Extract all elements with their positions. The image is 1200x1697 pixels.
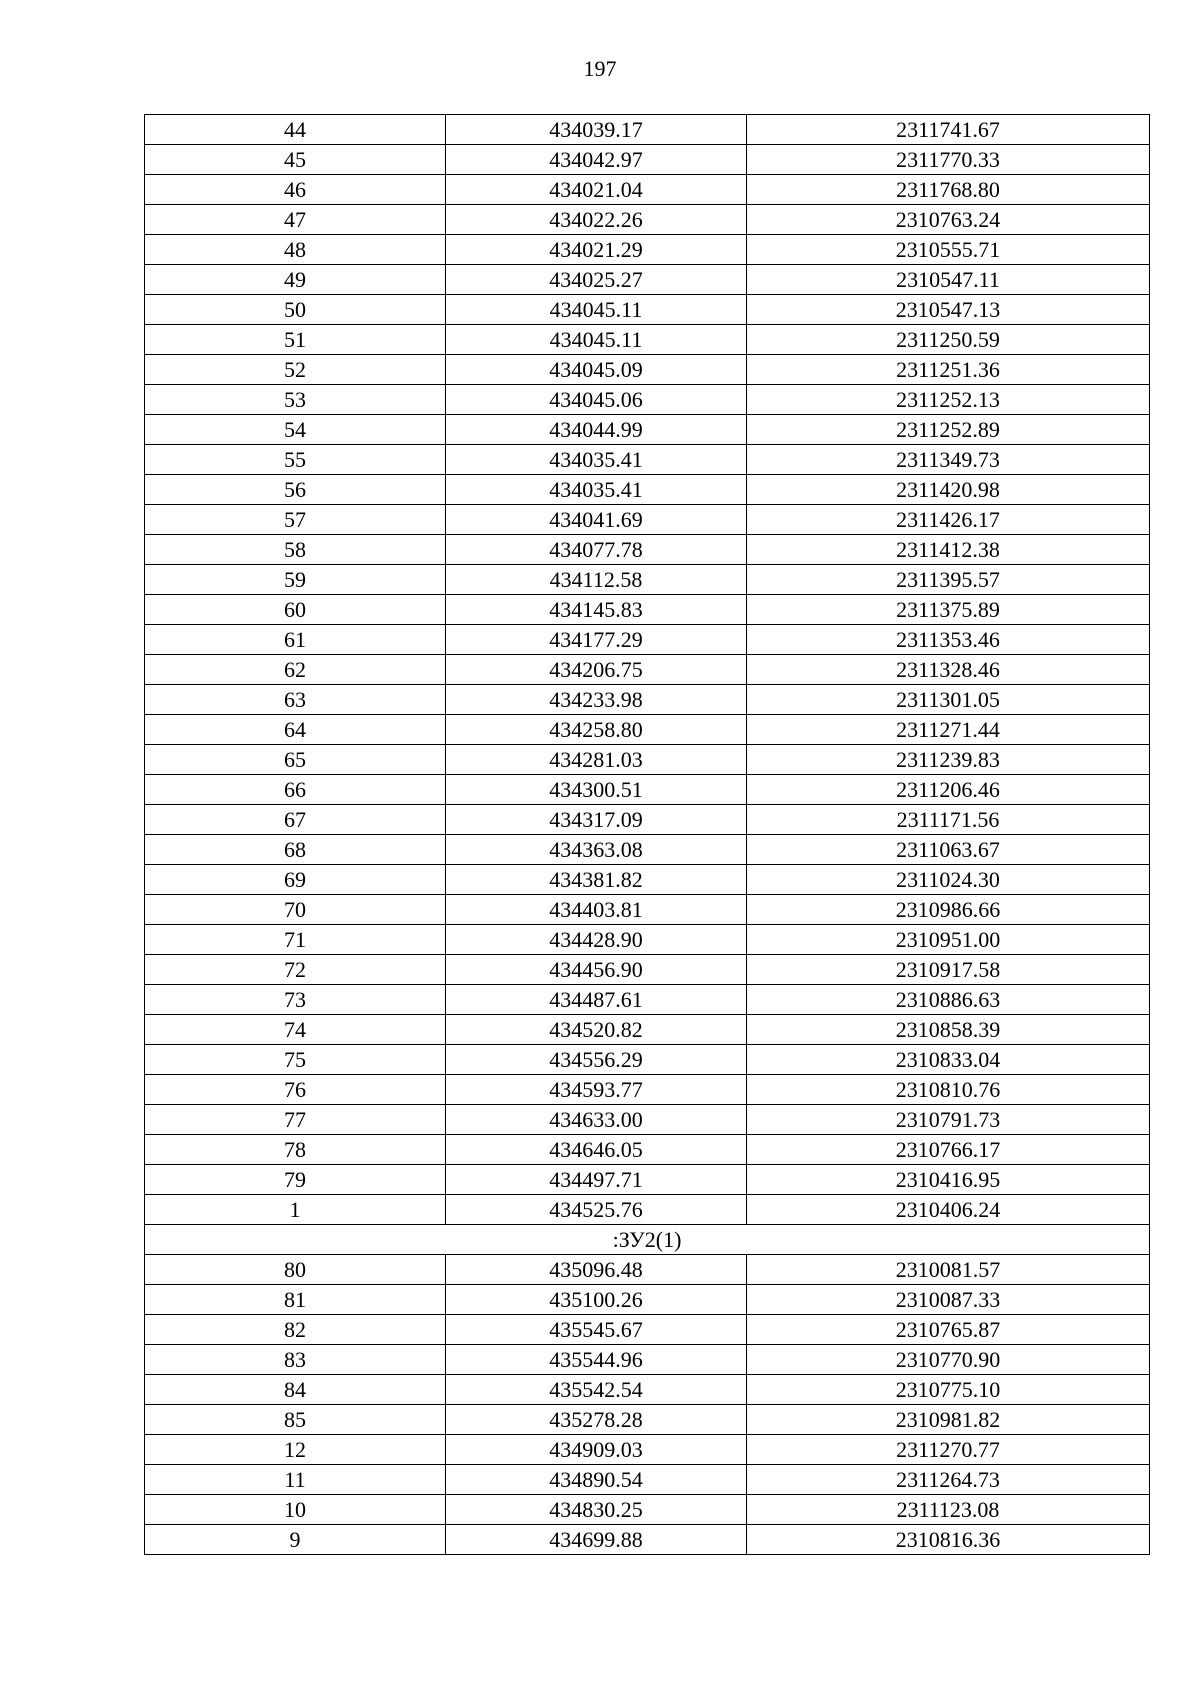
table-row bbox=[145, 1525, 1150, 1555]
x-coordinate-cell: 434045.11 bbox=[446, 325, 747, 355]
y-coordinate-cell: 2311353.46 bbox=[747, 625, 1150, 655]
y-coordinate-cell: 2310081.57 bbox=[747, 1255, 1150, 1285]
point-number-cell: 57 bbox=[145, 505, 446, 535]
table-row bbox=[145, 715, 1150, 745]
y-coordinate-cell: 2311375.89 bbox=[747, 595, 1150, 625]
y-coordinate-cell: 2311395.57 bbox=[747, 565, 1150, 595]
x-coordinate-cell: 434909.03 bbox=[446, 1435, 747, 1465]
y-coordinate-cell: 2310770.90 bbox=[747, 1345, 1150, 1375]
point-number-cell: 68 bbox=[145, 835, 446, 865]
y-coordinate-cell: 2310765.87 bbox=[747, 1315, 1150, 1345]
x-coordinate-cell: 434021.29 bbox=[446, 235, 747, 265]
page-number: 197 bbox=[583, 56, 617, 81]
section-label: :ЗУ2(1) bbox=[145, 1225, 1150, 1255]
coordinates-table bbox=[144, 114, 1150, 1555]
table-row bbox=[145, 805, 1150, 835]
x-coordinate-cell: 434021.04 bbox=[446, 175, 747, 205]
x-coordinate-cell: 435544.96 bbox=[446, 1345, 747, 1375]
point-number-cell: 79 bbox=[145, 1165, 446, 1195]
y-coordinate-cell: 2310886.63 bbox=[747, 985, 1150, 1015]
point-number-cell: 67 bbox=[145, 805, 446, 835]
x-coordinate-cell: 434206.75 bbox=[446, 655, 747, 685]
point-number-cell: 55 bbox=[145, 445, 446, 475]
table-row bbox=[145, 505, 1150, 535]
point-number-cell: 52 bbox=[145, 355, 446, 385]
point-number-cell: 56 bbox=[145, 475, 446, 505]
x-coordinate-cell: 434699.88 bbox=[446, 1525, 747, 1555]
point-number-cell: 44 bbox=[145, 115, 446, 145]
point-number-cell: 58 bbox=[145, 535, 446, 565]
table-row bbox=[145, 1045, 1150, 1075]
y-coordinate-cell: 2311271.44 bbox=[747, 715, 1150, 745]
x-coordinate-cell: 434456.90 bbox=[446, 955, 747, 985]
y-coordinate-cell: 2311349.73 bbox=[747, 445, 1150, 475]
point-number-cell: 64 bbox=[145, 715, 446, 745]
point-number-cell: 62 bbox=[145, 655, 446, 685]
y-coordinate-cell: 2311264.73 bbox=[747, 1465, 1150, 1495]
table-row bbox=[145, 1105, 1150, 1135]
y-coordinate-cell: 2310766.17 bbox=[747, 1135, 1150, 1165]
table-row bbox=[145, 415, 1150, 445]
x-coordinate-cell: 434112.58 bbox=[446, 565, 747, 595]
point-number-cell: 48 bbox=[145, 235, 446, 265]
point-number-cell: 60 bbox=[145, 595, 446, 625]
table-row bbox=[145, 535, 1150, 565]
point-number-cell: 69 bbox=[145, 865, 446, 895]
x-coordinate-cell: 435278.28 bbox=[446, 1405, 747, 1435]
table-row bbox=[145, 1375, 1150, 1405]
point-number-cell: 73 bbox=[145, 985, 446, 1015]
table-row bbox=[145, 205, 1150, 235]
table-row bbox=[145, 955, 1150, 985]
y-coordinate-cell: 2310087.33 bbox=[747, 1285, 1150, 1315]
point-number-cell: 81 bbox=[145, 1285, 446, 1315]
x-coordinate-cell: 435096.48 bbox=[446, 1255, 747, 1285]
point-number-cell: 12 bbox=[145, 1435, 446, 1465]
point-number-cell: 78 bbox=[145, 1135, 446, 1165]
point-number-cell: 77 bbox=[145, 1105, 446, 1135]
x-coordinate-cell: 434044.99 bbox=[446, 415, 747, 445]
table-row bbox=[145, 895, 1150, 925]
point-number-cell: 1 bbox=[145, 1195, 446, 1225]
y-coordinate-cell: 2311426.17 bbox=[747, 505, 1150, 535]
y-coordinate-cell: 2311251.36 bbox=[747, 355, 1150, 385]
y-coordinate-cell: 2310555.71 bbox=[747, 235, 1150, 265]
point-number-cell: 46 bbox=[145, 175, 446, 205]
x-coordinate-cell: 434281.03 bbox=[446, 745, 747, 775]
y-coordinate-cell: 2311741.67 bbox=[747, 115, 1150, 145]
point-number-cell: 59 bbox=[145, 565, 446, 595]
y-coordinate-cell: 2310810.76 bbox=[747, 1075, 1150, 1105]
point-number-cell: 61 bbox=[145, 625, 446, 655]
point-number-cell: 65 bbox=[145, 745, 446, 775]
y-coordinate-cell: 2310981.82 bbox=[747, 1405, 1150, 1435]
table-row bbox=[145, 745, 1150, 775]
y-coordinate-cell: 2311024.30 bbox=[747, 865, 1150, 895]
y-coordinate-cell: 2311252.13 bbox=[747, 385, 1150, 415]
point-number-cell: 85 bbox=[145, 1405, 446, 1435]
table-row bbox=[145, 565, 1150, 595]
table-row bbox=[145, 265, 1150, 295]
point-number-cell: 51 bbox=[145, 325, 446, 355]
point-number-cell: 45 bbox=[145, 145, 446, 175]
x-coordinate-cell: 434525.76 bbox=[446, 1195, 747, 1225]
table-row bbox=[145, 1195, 1150, 1225]
table-row bbox=[145, 1075, 1150, 1105]
point-number-cell: 80 bbox=[145, 1255, 446, 1285]
y-coordinate-cell: 2310833.04 bbox=[747, 1045, 1150, 1075]
x-coordinate-cell: 434520.82 bbox=[446, 1015, 747, 1045]
y-coordinate-cell: 2310816.36 bbox=[747, 1525, 1150, 1555]
x-coordinate-cell: 434593.77 bbox=[446, 1075, 747, 1105]
x-coordinate-cell: 434497.71 bbox=[446, 1165, 747, 1195]
y-coordinate-cell: 2310951.00 bbox=[747, 925, 1150, 955]
x-coordinate-cell: 434233.98 bbox=[446, 685, 747, 715]
table-row bbox=[145, 1285, 1150, 1315]
x-coordinate-cell: 435545.67 bbox=[446, 1315, 747, 1345]
x-coordinate-cell: 434077.78 bbox=[446, 535, 747, 565]
table-row bbox=[145, 355, 1150, 385]
y-coordinate-cell: 2310917.58 bbox=[747, 955, 1150, 985]
y-coordinate-cell: 2311239.83 bbox=[747, 745, 1150, 775]
y-coordinate-cell: 2311063.67 bbox=[747, 835, 1150, 865]
y-coordinate-cell: 2311770.33 bbox=[747, 145, 1150, 175]
table-row bbox=[145, 175, 1150, 205]
y-coordinate-cell: 2311412.38 bbox=[747, 535, 1150, 565]
point-number-cell: 72 bbox=[145, 955, 446, 985]
table-row bbox=[145, 325, 1150, 355]
x-coordinate-cell: 435100.26 bbox=[446, 1285, 747, 1315]
x-coordinate-cell: 434045.06 bbox=[446, 385, 747, 415]
x-coordinate-cell: 434403.81 bbox=[446, 895, 747, 925]
x-coordinate-cell: 434646.05 bbox=[446, 1135, 747, 1165]
y-coordinate-cell: 2310547.13 bbox=[747, 295, 1150, 325]
y-coordinate-cell: 2310775.10 bbox=[747, 1375, 1150, 1405]
y-coordinate-cell: 2311301.05 bbox=[747, 685, 1150, 715]
table-row bbox=[145, 835, 1150, 865]
table-row bbox=[145, 475, 1150, 505]
table-row bbox=[145, 385, 1150, 415]
point-number-cell: 75 bbox=[145, 1045, 446, 1075]
y-coordinate-cell: 2311171.56 bbox=[747, 805, 1150, 835]
point-number-cell: 9 bbox=[145, 1525, 446, 1555]
table-row bbox=[145, 1435, 1150, 1465]
table-row bbox=[145, 115, 1150, 145]
point-number-cell: 70 bbox=[145, 895, 446, 925]
point-number-cell: 47 bbox=[145, 205, 446, 235]
table-row bbox=[145, 595, 1150, 625]
y-coordinate-cell: 2311420.98 bbox=[747, 475, 1150, 505]
table-row bbox=[145, 145, 1150, 175]
y-coordinate-cell: 2311252.89 bbox=[747, 415, 1150, 445]
y-coordinate-cell: 2311270.77 bbox=[747, 1435, 1150, 1465]
table-row bbox=[145, 1165, 1150, 1195]
x-coordinate-cell: 434317.09 bbox=[446, 805, 747, 835]
point-number-cell: 66 bbox=[145, 775, 446, 805]
point-number-cell: 74 bbox=[145, 1015, 446, 1045]
x-coordinate-cell: 434258.80 bbox=[446, 715, 747, 745]
x-coordinate-cell: 434428.90 bbox=[446, 925, 747, 955]
table-row bbox=[145, 1495, 1150, 1525]
table-row bbox=[145, 1135, 1150, 1165]
table-row bbox=[145, 1315, 1150, 1345]
point-number-cell: 84 bbox=[145, 1375, 446, 1405]
table-row bbox=[145, 1255, 1150, 1285]
x-coordinate-cell: 434035.41 bbox=[446, 445, 747, 475]
x-coordinate-cell: 434556.29 bbox=[446, 1045, 747, 1075]
x-coordinate-cell: 434045.11 bbox=[446, 295, 747, 325]
point-number-cell: 82 bbox=[145, 1315, 446, 1345]
table-row bbox=[145, 1345, 1150, 1375]
x-coordinate-cell: 434381.82 bbox=[446, 865, 747, 895]
point-number-cell: 11 bbox=[145, 1465, 446, 1495]
point-number-cell: 71 bbox=[145, 925, 446, 955]
point-number-cell: 50 bbox=[145, 295, 446, 325]
x-coordinate-cell: 434039.17 bbox=[446, 115, 747, 145]
x-coordinate-cell: 434025.27 bbox=[446, 265, 747, 295]
y-coordinate-cell: 2311123.08 bbox=[747, 1495, 1150, 1525]
table-row bbox=[145, 985, 1150, 1015]
point-number-cell: 49 bbox=[145, 265, 446, 295]
table-row bbox=[145, 445, 1150, 475]
coordinates-table-body bbox=[145, 115, 1150, 1555]
point-number-cell: 63 bbox=[145, 685, 446, 715]
y-coordinate-cell: 2311206.46 bbox=[747, 775, 1150, 805]
y-coordinate-cell: 2311250.59 bbox=[747, 325, 1150, 355]
x-coordinate-cell: 434045.09 bbox=[446, 355, 747, 385]
table-row bbox=[145, 655, 1150, 685]
table-row bbox=[145, 775, 1150, 805]
point-number-cell: 54 bbox=[145, 415, 446, 445]
x-coordinate-cell: 434035.41 bbox=[446, 475, 747, 505]
x-coordinate-cell: 434042.97 bbox=[446, 145, 747, 175]
x-coordinate-cell: 434022.26 bbox=[446, 205, 747, 235]
table-row bbox=[145, 1465, 1150, 1495]
y-coordinate-cell: 2310986.66 bbox=[747, 895, 1150, 925]
x-coordinate-cell: 434363.08 bbox=[446, 835, 747, 865]
x-coordinate-cell: 434145.83 bbox=[446, 595, 747, 625]
point-number-cell: 53 bbox=[145, 385, 446, 415]
y-coordinate-cell: 2310406.24 bbox=[747, 1195, 1150, 1225]
y-coordinate-cell: 2311768.80 bbox=[747, 175, 1150, 205]
y-coordinate-cell: 2310858.39 bbox=[747, 1015, 1150, 1045]
table-row bbox=[145, 685, 1150, 715]
y-coordinate-cell: 2311328.46 bbox=[747, 655, 1150, 685]
x-coordinate-cell: 434830.25 bbox=[446, 1495, 747, 1525]
x-coordinate-cell: 434041.69 bbox=[446, 505, 747, 535]
x-coordinate-cell: 434633.00 bbox=[446, 1105, 747, 1135]
table-row bbox=[145, 925, 1150, 955]
y-coordinate-cell: 2310416.95 bbox=[747, 1165, 1150, 1195]
table-row bbox=[145, 1405, 1150, 1435]
x-coordinate-cell: 434890.54 bbox=[446, 1465, 747, 1495]
y-coordinate-cell: 2310547.11 bbox=[747, 265, 1150, 295]
section-header-row bbox=[145, 1225, 1150, 1255]
table-row bbox=[145, 865, 1150, 895]
x-coordinate-cell: 434177.29 bbox=[446, 625, 747, 655]
x-coordinate-cell: 434300.51 bbox=[446, 775, 747, 805]
point-number-cell: 83 bbox=[145, 1345, 446, 1375]
table-row bbox=[145, 625, 1150, 655]
y-coordinate-cell: 2310791.73 bbox=[747, 1105, 1150, 1135]
table-row bbox=[145, 295, 1150, 325]
table-row bbox=[145, 235, 1150, 265]
x-coordinate-cell: 434487.61 bbox=[446, 985, 747, 1015]
point-number-cell: 76 bbox=[145, 1075, 446, 1105]
x-coordinate-cell: 435542.54 bbox=[446, 1375, 747, 1405]
y-coordinate-cell: 2310763.24 bbox=[747, 205, 1150, 235]
table-row bbox=[145, 1015, 1150, 1045]
point-number-cell: 10 bbox=[145, 1495, 446, 1525]
